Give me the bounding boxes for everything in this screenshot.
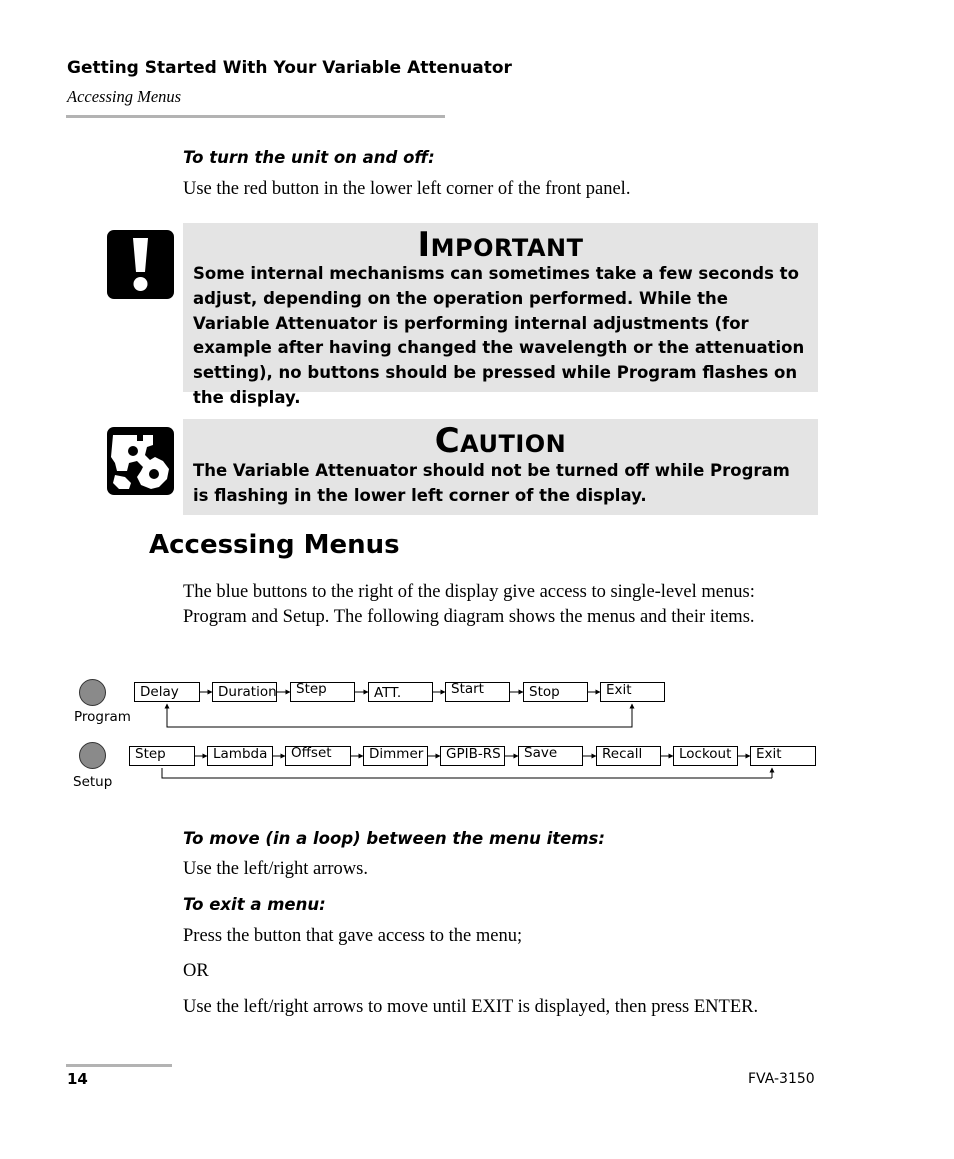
setup-item-recall: Recall	[596, 746, 661, 766]
caution-text: The Variable Attenuator should not be turned off while Program is flashing in the lower left corner of the display.	[193, 461, 790, 505]
setup-item-dimmer: Dimmer	[363, 746, 428, 766]
running-header-subtitle: Accessing Menus	[67, 87, 182, 106]
important-notice	[183, 223, 818, 407]
footer-rule	[66, 1064, 172, 1067]
exit-text-2: Use the left/right arrows to move until EXIT is displayed, then press ENTER.	[183, 997, 759, 1017]
setup-item-step: Step	[129, 746, 195, 766]
setup-item-lockout: Lockout	[673, 746, 738, 766]
model-code: FVA-3150	[748, 1071, 815, 1087]
setup-item-offset: Offset	[285, 746, 351, 766]
exit-or: OR	[183, 961, 209, 981]
exclamation-icon	[107, 230, 174, 299]
program-item-step: Step	[290, 682, 355, 702]
power-heading: To turn the unit on and off:	[183, 148, 435, 167]
exit-text-1: Press the button that gave access to the menu;	[183, 926, 523, 946]
setup-button	[79, 742, 106, 769]
menu-diagram	[66, 670, 826, 800]
setup-item-exit: Exit	[750, 746, 816, 766]
section-title: Accessing Menus	[149, 530, 400, 560]
program-button	[79, 679, 106, 706]
caution-title: CAUTION	[434, 421, 567, 461]
running-header-title: Getting Started With Your Variable Attenuator	[67, 58, 512, 78]
caution-notice	[183, 419, 818, 515]
loop-text: Use the left/right arrows.	[183, 859, 368, 879]
important-title: IMPORTANT	[417, 225, 584, 265]
program-item-att: ATT.	[368, 682, 433, 702]
power-text: Use the red button in the lower left corner of the front panel.	[183, 179, 631, 199]
program-item-duration: Duration	[212, 682, 277, 702]
exit-heading: To exit a menu:	[183, 895, 326, 914]
important-text: Some internal mechanisms can sometimes take a few seconds to adjust, depending on the operation performed. While the Variable Attenuator is performing internal adjustments (for example after having changed the wavelength or the attenuation setting), no buttons should be pressed while Program flashes on the display.	[193, 264, 805, 407]
setup-label: Setup	[73, 774, 113, 790]
program-item-start: Start	[445, 682, 510, 702]
program-item-delay: Delay	[134, 682, 200, 702]
section-intro: The blue buttons to the right of the display give access to single-level menus: Program and Setup. The following diagram shows the menus and their items.	[183, 582, 755, 627]
loop-heading: To move (in a loop) between the menu items:	[183, 829, 605, 848]
header-rule	[66, 115, 445, 118]
setup-item-gpib-rs: GPIB-RS	[440, 746, 505, 766]
page-number: 14	[67, 1070, 88, 1088]
setup-item-lambda: Lambda	[207, 746, 273, 766]
setup-item-save: Save	[518, 746, 583, 766]
program-item-stop: Stop	[523, 682, 588, 702]
program-label: Program	[74, 709, 131, 725]
broken-gear-icon	[107, 427, 174, 495]
program-item-exit: Exit	[600, 682, 665, 702]
